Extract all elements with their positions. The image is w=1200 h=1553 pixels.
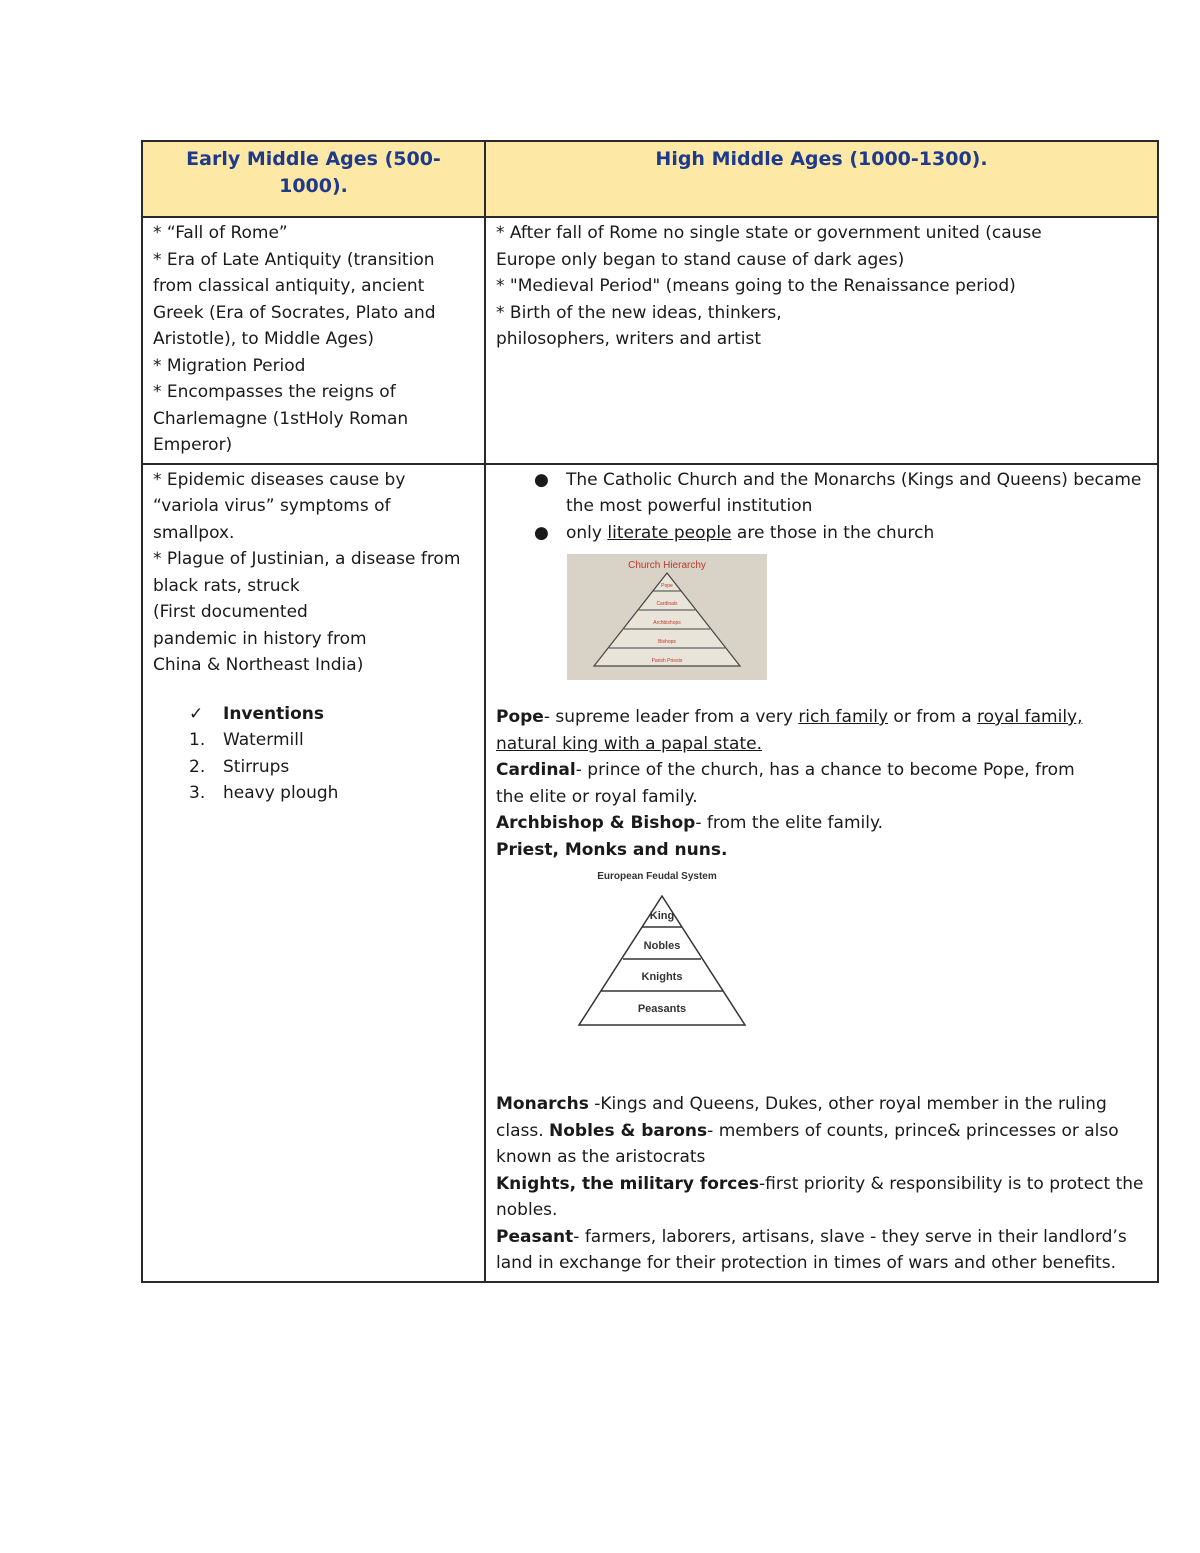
text-line: * Era of Late Antiquity (transition: [153, 249, 435, 270]
text-line: Emperor): [153, 435, 233, 455]
bullet-icon: ●: [534, 522, 549, 543]
text-line: “variola virus” symptoms of: [153, 496, 391, 516]
text-line: * After fall of Rome no single state or government united (cause: [496, 223, 1042, 243]
cardinal-line-2: the elite or royal family.: [496, 786, 698, 807]
text-line: * Migration Period: [153, 355, 306, 376]
text-line: from classical antiquity, ancient: [153, 276, 425, 296]
bullet-icon: ●: [534, 469, 549, 490]
text-line: * “Fall of Rome”: [153, 223, 288, 243]
high-overview-cell: [485, 217, 1158, 464]
checkmark-icon: ✓: [189, 703, 204, 724]
level-label: Nobles: [643, 940, 681, 952]
knights-line-2: nobles.: [496, 1200, 558, 1220]
pope-line: Pope- supreme leader from a very rich family or from a royal family,: [496, 707, 1083, 727]
text-line: (First documented: [153, 602, 308, 622]
header-row: [142, 141, 1158, 217]
bullet-list: [496, 467, 1147, 547]
text-line: black rats, struck: [153, 575, 300, 596]
list-item: ● The Catholic Church and the Monarchs (Kings and Queens) became the most powerful institution: [496, 467, 1147, 520]
header-high-middle-ages: High Middle Ages (1000-1300).: [485, 141, 1158, 217]
text-line: Greek (Era of Socrates, Plato and: [153, 302, 436, 323]
church-hierarchy-title: Church Hierarchy: [628, 560, 706, 571]
text-line: philosophers, writers and artist: [496, 329, 762, 349]
early-details-cell: [142, 464, 485, 1282]
high-details-cell: [485, 464, 1158, 1282]
nobles-line: class. Nobles & barons- members of counts, prince& princesses or also: [496, 1120, 1119, 1141]
archbishop-line: Archbishop & Bishop- from the elite family.: [496, 813, 884, 833]
text-line: smallpox.: [153, 522, 235, 543]
peasant-line: Peasant- farmers, laborers, artisans, slave - they serve in their landlord’s: [496, 1226, 1127, 1247]
inventions-title: Inventions: [223, 703, 324, 724]
nobles-line-2: known as the aristocrats: [496, 1147, 706, 1167]
level-label: Peasants: [637, 1003, 687, 1015]
text-line: China & Northeast India): [153, 655, 364, 675]
list-item: 3. heavy plough: [189, 783, 339, 803]
level-label: Bishops: [658, 639, 676, 645]
level-label: Knights: [641, 971, 683, 983]
level-label: Archbishops: [653, 620, 681, 626]
level-label: Cardinals: [656, 601, 678, 607]
header-early-middle-ages: Early Middle Ages (500-1000).: [142, 141, 485, 217]
list-item: 2. Stirrups: [189, 756, 290, 777]
text-line: Europe only began to stand cause of dark ages): [496, 249, 905, 270]
text-line: * "Medieval Period" (means going to the Renaissance period): [496, 276, 1016, 296]
text-line: * Plague of Justinian, a disease from: [153, 549, 461, 569]
text-line: Aristotle), to Middle Ages): [153, 329, 374, 349]
knights-line: Knights, the military forces-first priority & responsibility is to protect the: [496, 1173, 1144, 1194]
level-label: King: [649, 910, 675, 922]
text-line: Charlemagne (1stHoly Roman: [153, 408, 409, 429]
text-line: * Encompasses the reigns of: [153, 382, 396, 402]
priest-line: Priest, Monks and nuns.: [496, 839, 728, 860]
pope-line-2: natural king with a papal state.: [496, 733, 763, 754]
list-item: 1. Watermill: [189, 730, 304, 750]
monarchs-line: Monarchs -Kings and Queens, Dukes, other royal member in the ruling: [496, 1094, 1107, 1114]
list-item: ● only literate people are those in the church: [496, 520, 1147, 547]
feudal-system-image: [576, 871, 758, 1031]
inventions-list: [153, 701, 474, 807]
cardinal-line: Cardinal- prince of the church, has a chance to become Pope, from: [496, 760, 1075, 780]
text-line: pandemic in history from: [153, 628, 367, 649]
comparison-table: [141, 140, 1159, 1283]
row-details: [142, 464, 1158, 1282]
peasant-line-2: land in exchange for their protection in times of wars and other benefits.: [496, 1253, 1117, 1273]
row-overview: [142, 217, 1158, 464]
early-overview-cell: [142, 217, 485, 464]
feudal-system-title: European Feudal System: [597, 871, 717, 882]
text-line: * Birth of the new ideas, thinkers,: [496, 302, 782, 323]
level-label: Parish Priests: [651, 658, 683, 664]
text-line: * Epidemic diseases cause by: [153, 469, 406, 490]
level-label: Pope: [661, 583, 673, 589]
church-hierarchy-image: [567, 554, 767, 680]
